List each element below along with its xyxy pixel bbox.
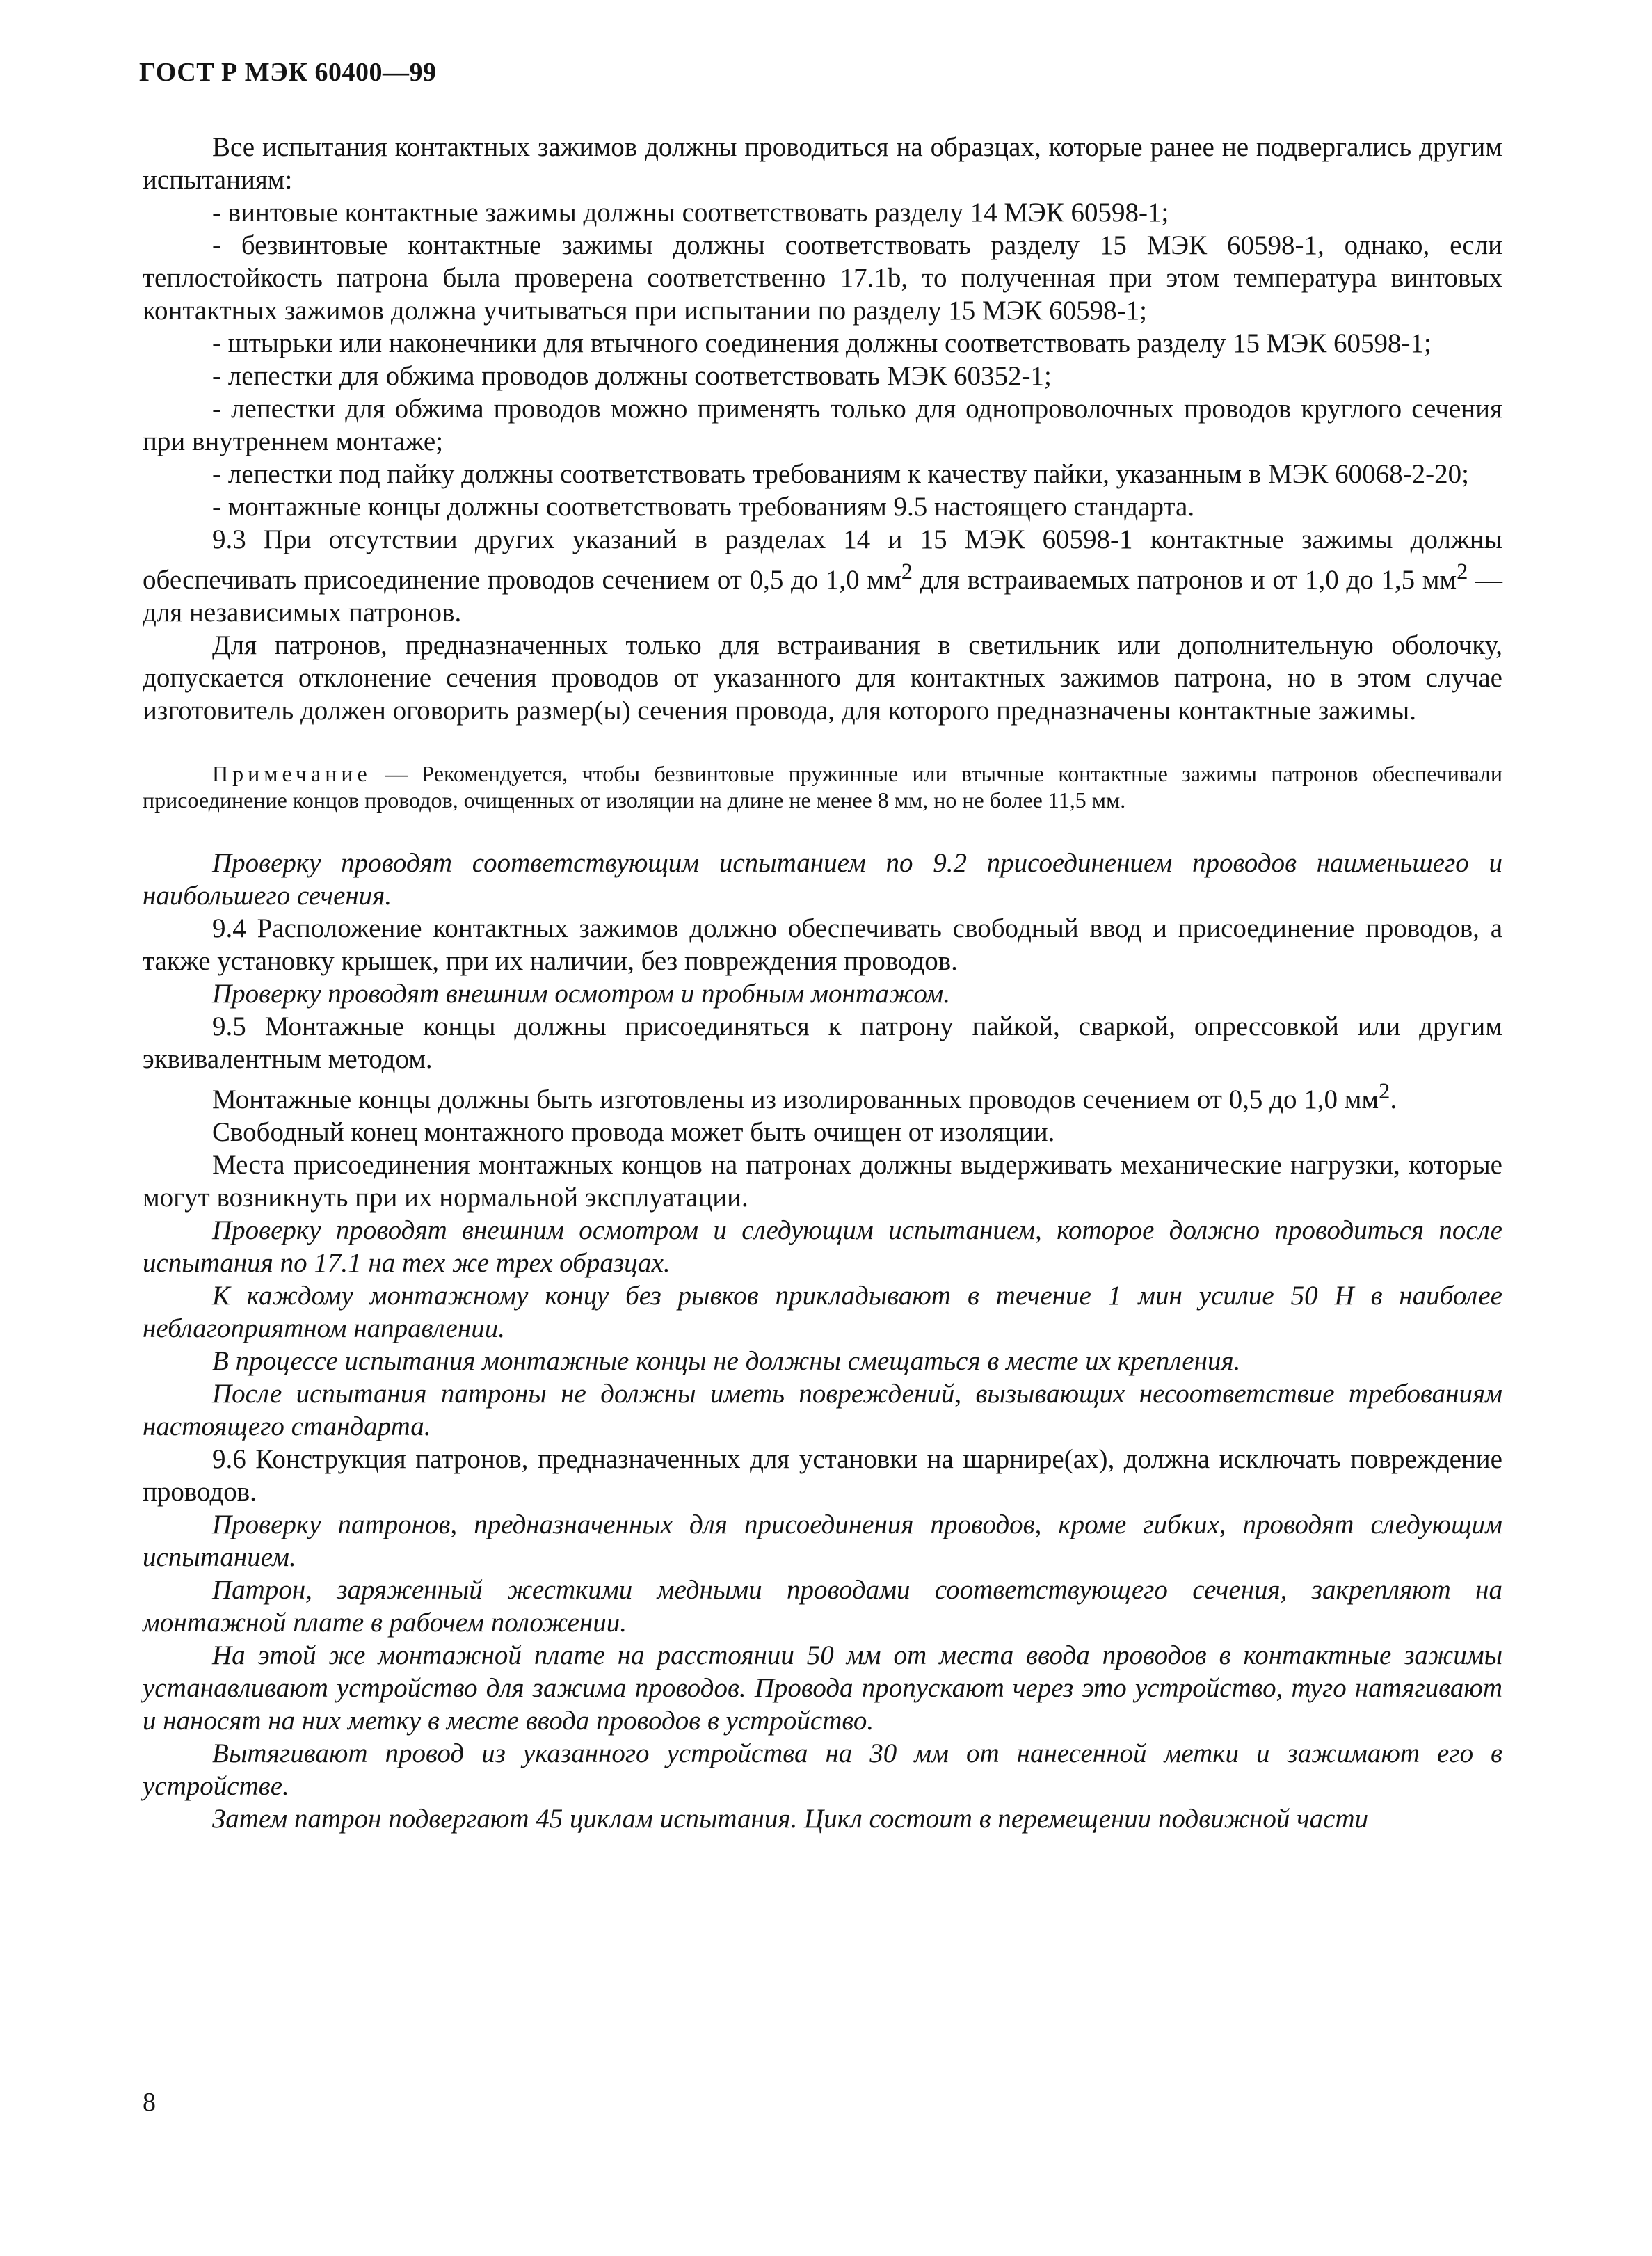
section-9-3 [143,523,1502,629]
section-9-5: 9.5 Монтажные концы должны присоединяться к патрону пайкой, сваркой, опрессовкой или другим эквивалентным методом. [143,1011,1502,1074]
check-paragraph: К каждому монтажному концу без рывков прикладывают в течение 1 мин усилие 50 Н в наиболее неблагоприятном направлении. [143,1281,1502,1343]
section-9-4: 9.4 Расположение контактных зажимов должно обеспечивать свободный ввод и присоединение проводов, а также установку крышек, при их наличии, без повреждения проводов. [143,913,1502,976]
list-item: - безвинтовые контактные зажимы должны соответствовать разделу 15 МЭК 60598-1, однако, если теплостойкость патрона была проверена соответственно 17.1b, то полученная при этом температура винтовых контактных зажимов должна учитываться при испытании по разделу 15 МЭК 60598-1; [143,230,1502,326]
note-text: — Рекомендуется, чтобы безвинтовые пружинные или втычные контактные зажимы патронов обеспечивали присоединение концов проводов, очищенных от изоляции на длине не менее 8 мм, но не более 11,5 мм. [143,761,1502,813]
section-9-3-text-c: — для независимых патронов. [143,565,1502,627]
paragraph-text-a: Монтажные концы должны быть изготовлены из изолированных проводов сечением от 0,5 до 1,0 мм [212,1085,1379,1114]
check-paragraph: Проверку проводят соответствующим испытанием по 9.2 присоединением проводов наименьшего и наибольшего сечения. [143,848,1502,911]
check-paragraph: На этой же монтажной плате на расстоянии 50 мм от места ввода проводов в контактные зажимы устанавливают устройство для зажима проводов. Провода пропускают через это устройство, туго натягивают и наносят на них метку в месте ввода проводов в устройство. [143,1640,1502,1736]
section-9-3-text-a: 9.3 При отсутствии других указаний в разделах 14 и 15 МЭК 60598-1 контактные зажимы должны обеспечивать присоединение проводов сечением от 0,5 до 1,0 мм [143,525,1502,595]
check-paragraph: Проверку патронов, предназначенных для присоединения проводов, кроме гибких, проводят следующим испытанием. [143,1510,1502,1572]
paragraph-text-b: . [1390,1085,1397,1114]
document-body [143,125,1502,1835]
paragraph [143,1075,1502,1116]
check-paragraph: Патрон, заряженный жесткими медными проводами соответствующего сечения, закрепляют на монтажной плате в рабочем положении. [143,1575,1502,1638]
list-item: - штырьки или наконечники для втычного соединения должны соответствовать разделу 15 МЭК 60598-1; [212,328,1432,358]
paragraph: Для патронов, предназначенных только для встраивания в светильник или дополнительную оболочку, допускается отклонение сечения проводов от указанного для контактных зажимов патрона, но в этом случае изготовитель должен оговорить размер(ы) сечения провода, для которого предназначены контактные зажимы. [143,630,1502,726]
check-paragraph: Затем патрон подвергают 45 циклам испытания. Цикл состоит в перемещении подвижной части [212,1804,1369,1834]
check-paragraph: Проверку проводят внешним осмотром и пробным монтажом. [212,979,950,1009]
note-label: Примечание [212,761,371,786]
page-header: ГОСТ Р МЭК 60400—99 [139,58,437,87]
check-paragraph: Проверку проводят внешним осмотром и следующим испытанием, которое должно проводиться после испытания по 17.1 на тех же трех образцах. [143,1215,1502,1278]
section-9-6: 9.6 Конструкция патронов, предназначенных для установки на шарнире(ах), должна исключать повреждение проводов. [143,1444,1502,1507]
page-number: 8 [143,2088,156,2117]
list-item: - лепестки для обжима проводов можно применять только для однопроволочных проводов круглого сечения при внутреннем монтаже; [143,394,1502,456]
superscript: 2 [1379,1079,1390,1104]
superscript: 2 [1457,559,1468,584]
paragraph: Все испытания контактных зажимов должны проводиться на образцах, которые ранее не подвергались другим испытаниям: [143,132,1502,195]
list-item: - лепестки для обжима проводов должны соответствовать МЭК 60352-1; [212,361,1052,391]
list-item: - винтовые контактные зажимы должны соответствовать разделу 14 МЭК 60598-1; [212,198,1169,227]
note [143,760,1502,813]
paragraph: Места присоединения монтажных концов на патронах должны выдерживать механические нагрузки, которые могут возникнуть при их нормальной эксплуатации. [143,1150,1502,1213]
list-item: - лепестки под пайку должны соответствовать требованиям к качеству пайки, указанным в МЭК 60068-2-20; [212,459,1469,489]
superscript: 2 [901,559,913,584]
check-paragraph: Вытягивают провод из указанного устройства на 30 мм от нанесенной метки и зажимают его в устройстве. [143,1738,1502,1801]
check-paragraph: В процессе испытания монтажные концы не должны смещаться в месте их крепления. [212,1346,1241,1376]
check-paragraph: После испытания патроны не должны иметь повреждений, вызывающих несоответствие требованиям настоящего стандарта. [143,1379,1502,1441]
list-item: - монтажные концы должны соответствовать требованиям 9.5 настоящего стандарта. [212,492,1195,522]
paragraph: Свободный конец монтажного провода может быть очищен от изоляции. [212,1117,1055,1147]
section-9-3-text-b: для встраиваемых патронов и от 1,0 до 1,5 мм [912,565,1457,595]
